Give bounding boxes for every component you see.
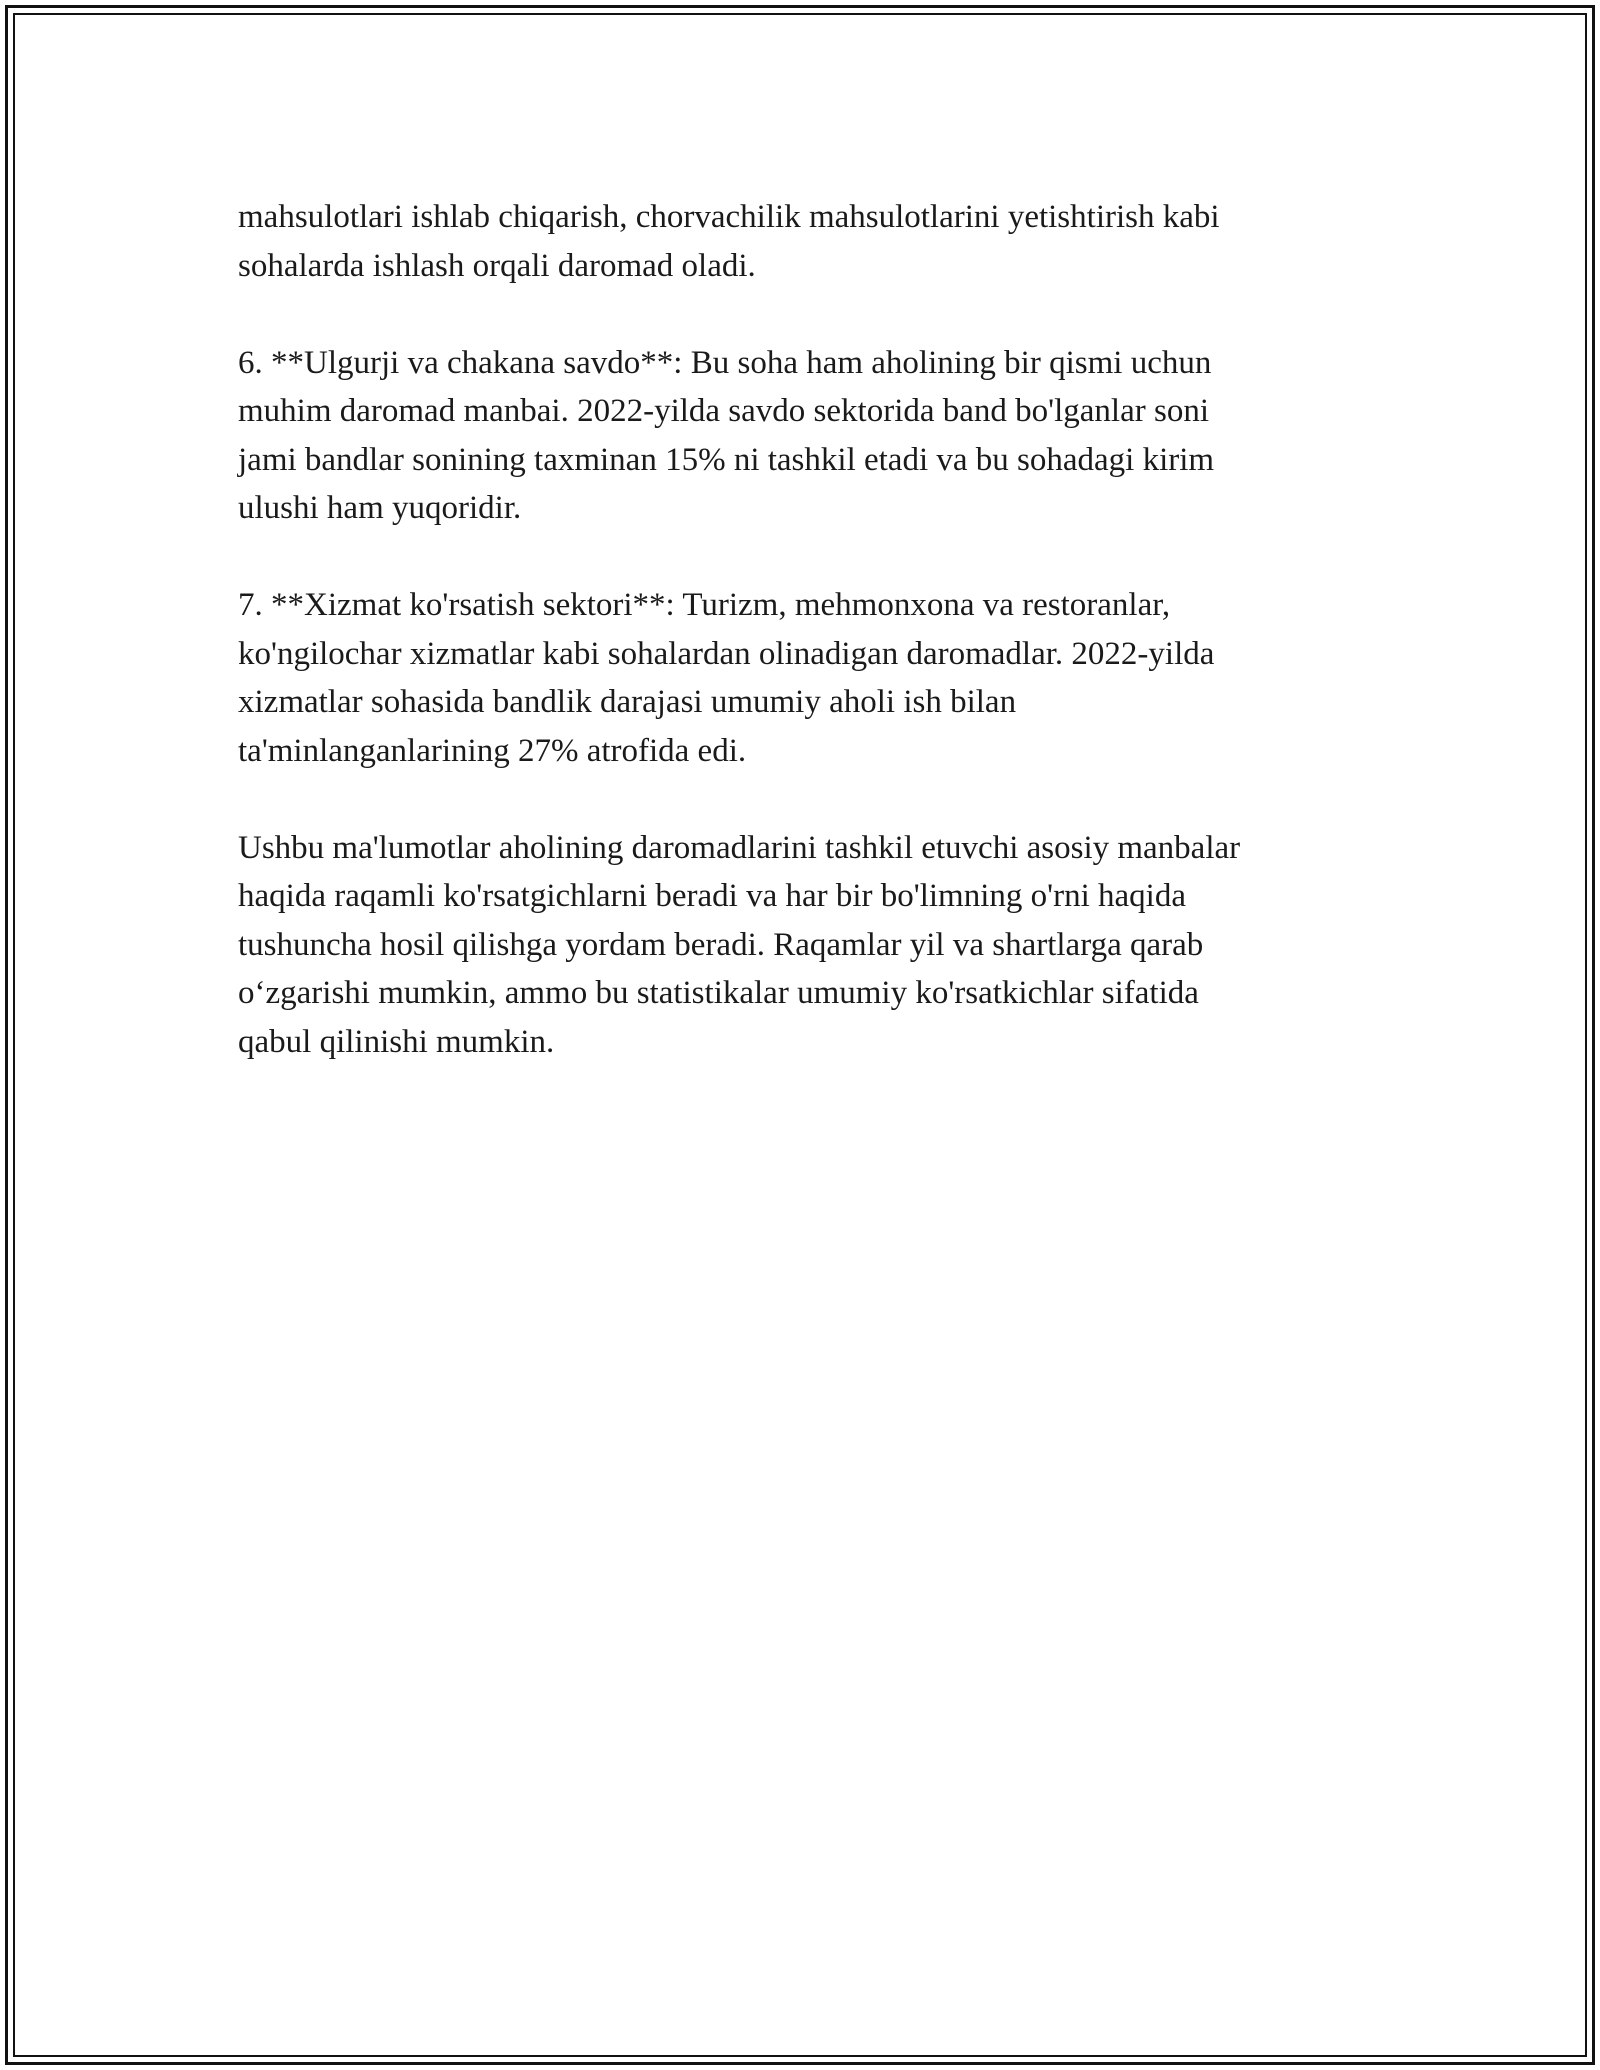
- page-border: [5, 5, 1595, 2065]
- paragraph-agriculture-continuation: mahsulotlari ishlab chiqarish, chorvachilik mahsulotlarini yetishtirish kabi sohalarda ishlash orqali daromad oladi.: [238, 199, 1220, 284]
- document-body: [238, 193, 1378, 1115]
- paragraph-conclusion: Ushbu ma'lumotlar aholining daromadlarini tashkil etuvchi asosiy manbalar haqida raqamli ko'rsatgichlarni beradi va har bir bo'limning o'rni haqida tushuncha hosil qilishga yordam beradi. Raqamlar yil va shartlarga qarab o‘zgarishi mumkin, ammo bu statistikalar umumiy ko'rsatkichlar sifatida qabul qilinishi mumkin.: [238, 829, 1241, 1060]
- paragraph-services: 7. **Xizmat ko'rsatish sektori**: Turizm, mehmonxona va restoranlar, ko'ngilochar xizmatlar kabi sohalardan olinadigan daromadlar. 2022-yilda xizmatlar sohasida bandlik darajasi umumiy aholi ish bilan ta'minlanganlarining 27% atrofida edi.: [238, 587, 1215, 769]
- paragraph-trade: 6. **Ulgurji va chakana savdo**: Bu soha ham aholining bir qismi uchun muhim daromad manbai. 2022-yilda savdo sektorida band bo'lganlar soni jami bandlar sonining taxminan 15% ni tashkil etadi va bu sohadagi kirim ulushi ham yuqoridir.: [238, 344, 1215, 526]
